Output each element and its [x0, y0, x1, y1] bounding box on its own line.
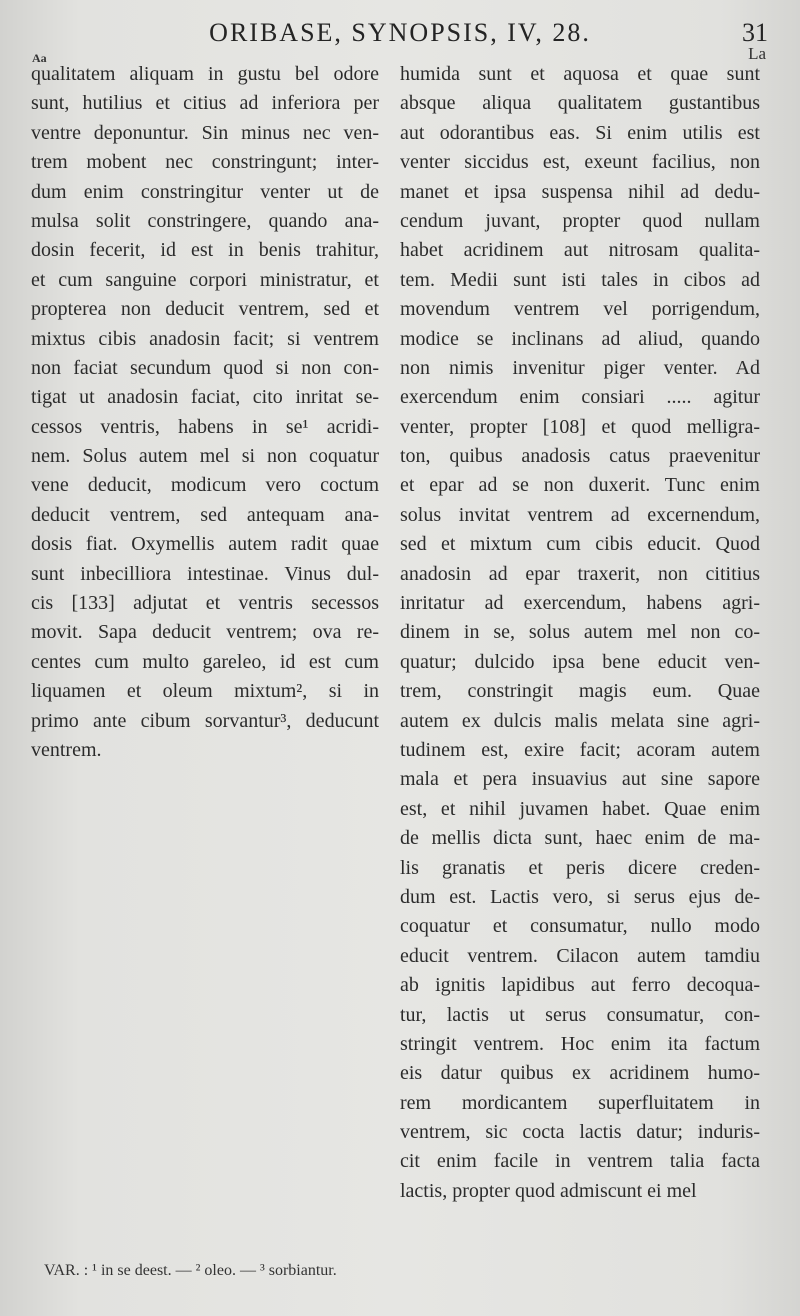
text-line: ton, quibus anadosis catus praevenitur	[400, 445, 760, 468]
text-line: tigat ut anadosin faciat, cito inritat se-	[31, 386, 379, 409]
text-line: mulsa solit constringere, quando ana-	[31, 209, 379, 232]
text-line: stringit ventrem. Hoc enim ita factum	[400, 1032, 760, 1055]
text-line: dosin fecerit, id est in benis trahitur,	[31, 239, 379, 262]
text-line: non nimis invenitur piger venter. Ad	[400, 356, 760, 379]
text-line: ab ignitis lapidibus aut ferro decoqua-	[400, 974, 760, 997]
text-line: propterea non deducit ventrem, sed et	[31, 298, 379, 321]
text-line: est, et nihil juvamen habet. Quae enim	[400, 797, 760, 820]
text-line: cit enim facile in ventrem talia facta	[400, 1150, 760, 1173]
left-text-column	[31, 60, 379, 765]
text-line: sunt, hutilius et citius ad inferiora per	[31, 92, 379, 115]
text-line: tudinem est, exire facit; acoram autem	[400, 738, 760, 761]
text-line: cendum juvant, propter quod nullam	[400, 209, 760, 232]
text-line: movit. Sapa deducit ventrem; ova re-	[31, 621, 379, 644]
text-line: tur, lactis ut serus consumatur, con-	[400, 1003, 760, 1026]
text-line: venter, propter [108] et quod melligra-	[400, 415, 760, 438]
text-line: dum enim constringitur venter ut de	[31, 180, 379, 203]
text-line: vene deducit, modicum vero coctum	[31, 474, 379, 497]
text-line: manet et ipsa suspensa nihil ad dedu-	[400, 180, 760, 203]
text-line: trem, constringit magis eum. Quae	[400, 680, 760, 703]
text-line: exercendum enim consiari ..... agitur	[400, 386, 760, 409]
text-line: aut odorantibus eas. Si enim utilis est	[400, 121, 760, 144]
text-line: humida sunt et aquosa et quae sunt	[400, 63, 760, 85]
text-line: trem mobent nec constringunt; inter-	[31, 151, 379, 174]
text-line: eis datur quibus ex acridinem humo-	[400, 1062, 760, 1085]
text-line: primo ante cibum sorvantur³, deducunt	[31, 709, 379, 732]
page-number: 31	[742, 18, 768, 47]
text-line: quatur; dulcido ipsa bene educit ven-	[400, 650, 760, 673]
text-line: sunt inbecilliora intestinae. Vinus dul-	[31, 562, 379, 585]
text-line: solus invitat ventrem ad excernendum,	[400, 503, 760, 526]
text-line: rem mordicantem superfluitatem in	[400, 1091, 760, 1114]
text-line: cessos ventris, habens in se¹ acridi-	[31, 415, 379, 438]
running-title: ORIBASE, SYNOPSIS, IV, 28.	[209, 18, 591, 47]
text-line: venter siccidus est, exeunt facilius, non	[400, 151, 760, 174]
text-line: educit ventrem. Cilacon autem tamdiu	[400, 944, 760, 967]
text-line: centes cum multo gareleo, id est cum	[31, 650, 379, 673]
text-line: et epar ad se non duxerit. Tunc enim	[400, 474, 760, 497]
text-line: mixtus cibis anadosin facit; si ventrem	[31, 327, 379, 350]
text-line: ventre deponuntur. Sin minus nec ven-	[31, 121, 379, 144]
text-line: habet acridinem aut nitrosam qualita-	[400, 239, 760, 262]
text-line: tem. Medii sunt isti tales in cibos ad	[400, 268, 760, 291]
text-line: movendum ventrem vel porrigendum,	[400, 298, 760, 321]
text-line: sed et mixtum cum cibis educit. Quod	[400, 533, 760, 556]
text-line: de mellis dicta sunt, haec enim de ma-	[400, 827, 760, 850]
text-line: qualitatem aliquam in gustu bel odore	[31, 63, 379, 85]
text-line: lis granatis et peris dicere creden-	[400, 856, 760, 879]
text-line: et cum sanguine corpori ministratur, et	[31, 268, 379, 291]
signature-mark-left: Aa	[32, 51, 47, 65]
signature-mark-right: La	[748, 44, 766, 63]
text-line: lactis, propter quod admiscunt ei mel	[400, 1179, 697, 1202]
text-line: ventrem, sic cocta lactis datur; induris-	[400, 1121, 760, 1144]
text-line: anadosin ad epar traxerit, non cititius	[400, 562, 760, 585]
text-line: dum est. Lactis vero, si serus ejus de-	[400, 885, 760, 908]
running-head	[0, 14, 800, 54]
text-line: nem. Solus autem mel si non coquatur	[31, 445, 379, 468]
text-line: dosis fiat. Oxymellis autem radit quae	[31, 533, 379, 556]
text-line: inritatur ad exercendum, habens agri-	[400, 592, 760, 615]
right-text-column	[400, 60, 760, 1206]
text-line: mala et pera insuavius aut sine sapore	[400, 768, 760, 791]
text-line: modice se inclinans ad aliud, quando	[400, 327, 760, 350]
text-line: non faciat secundum quod si non con-	[31, 356, 379, 379]
text-line: deducit ventrem, sed antequam ana-	[31, 503, 379, 526]
text-line: liquamen et oleum mixtum², si in	[31, 680, 379, 703]
footnote-variants: VAR. : ¹ in se deest. — ² oleo. — ³ sorbiantur.	[44, 1262, 337, 1279]
text-line: ventrem.	[31, 738, 102, 761]
text-line: autem ex dulcis malis melata sine agri-	[400, 709, 760, 732]
text-line: dinem in se, solus autem mel non co-	[400, 621, 760, 644]
text-line: coquatur et consumatur, nullo modo	[400, 915, 760, 938]
text-line: cis [133] adjutat et ventris secessos	[31, 592, 379, 615]
text-line: absque aliqua qualitatem gustantibus	[400, 92, 760, 115]
